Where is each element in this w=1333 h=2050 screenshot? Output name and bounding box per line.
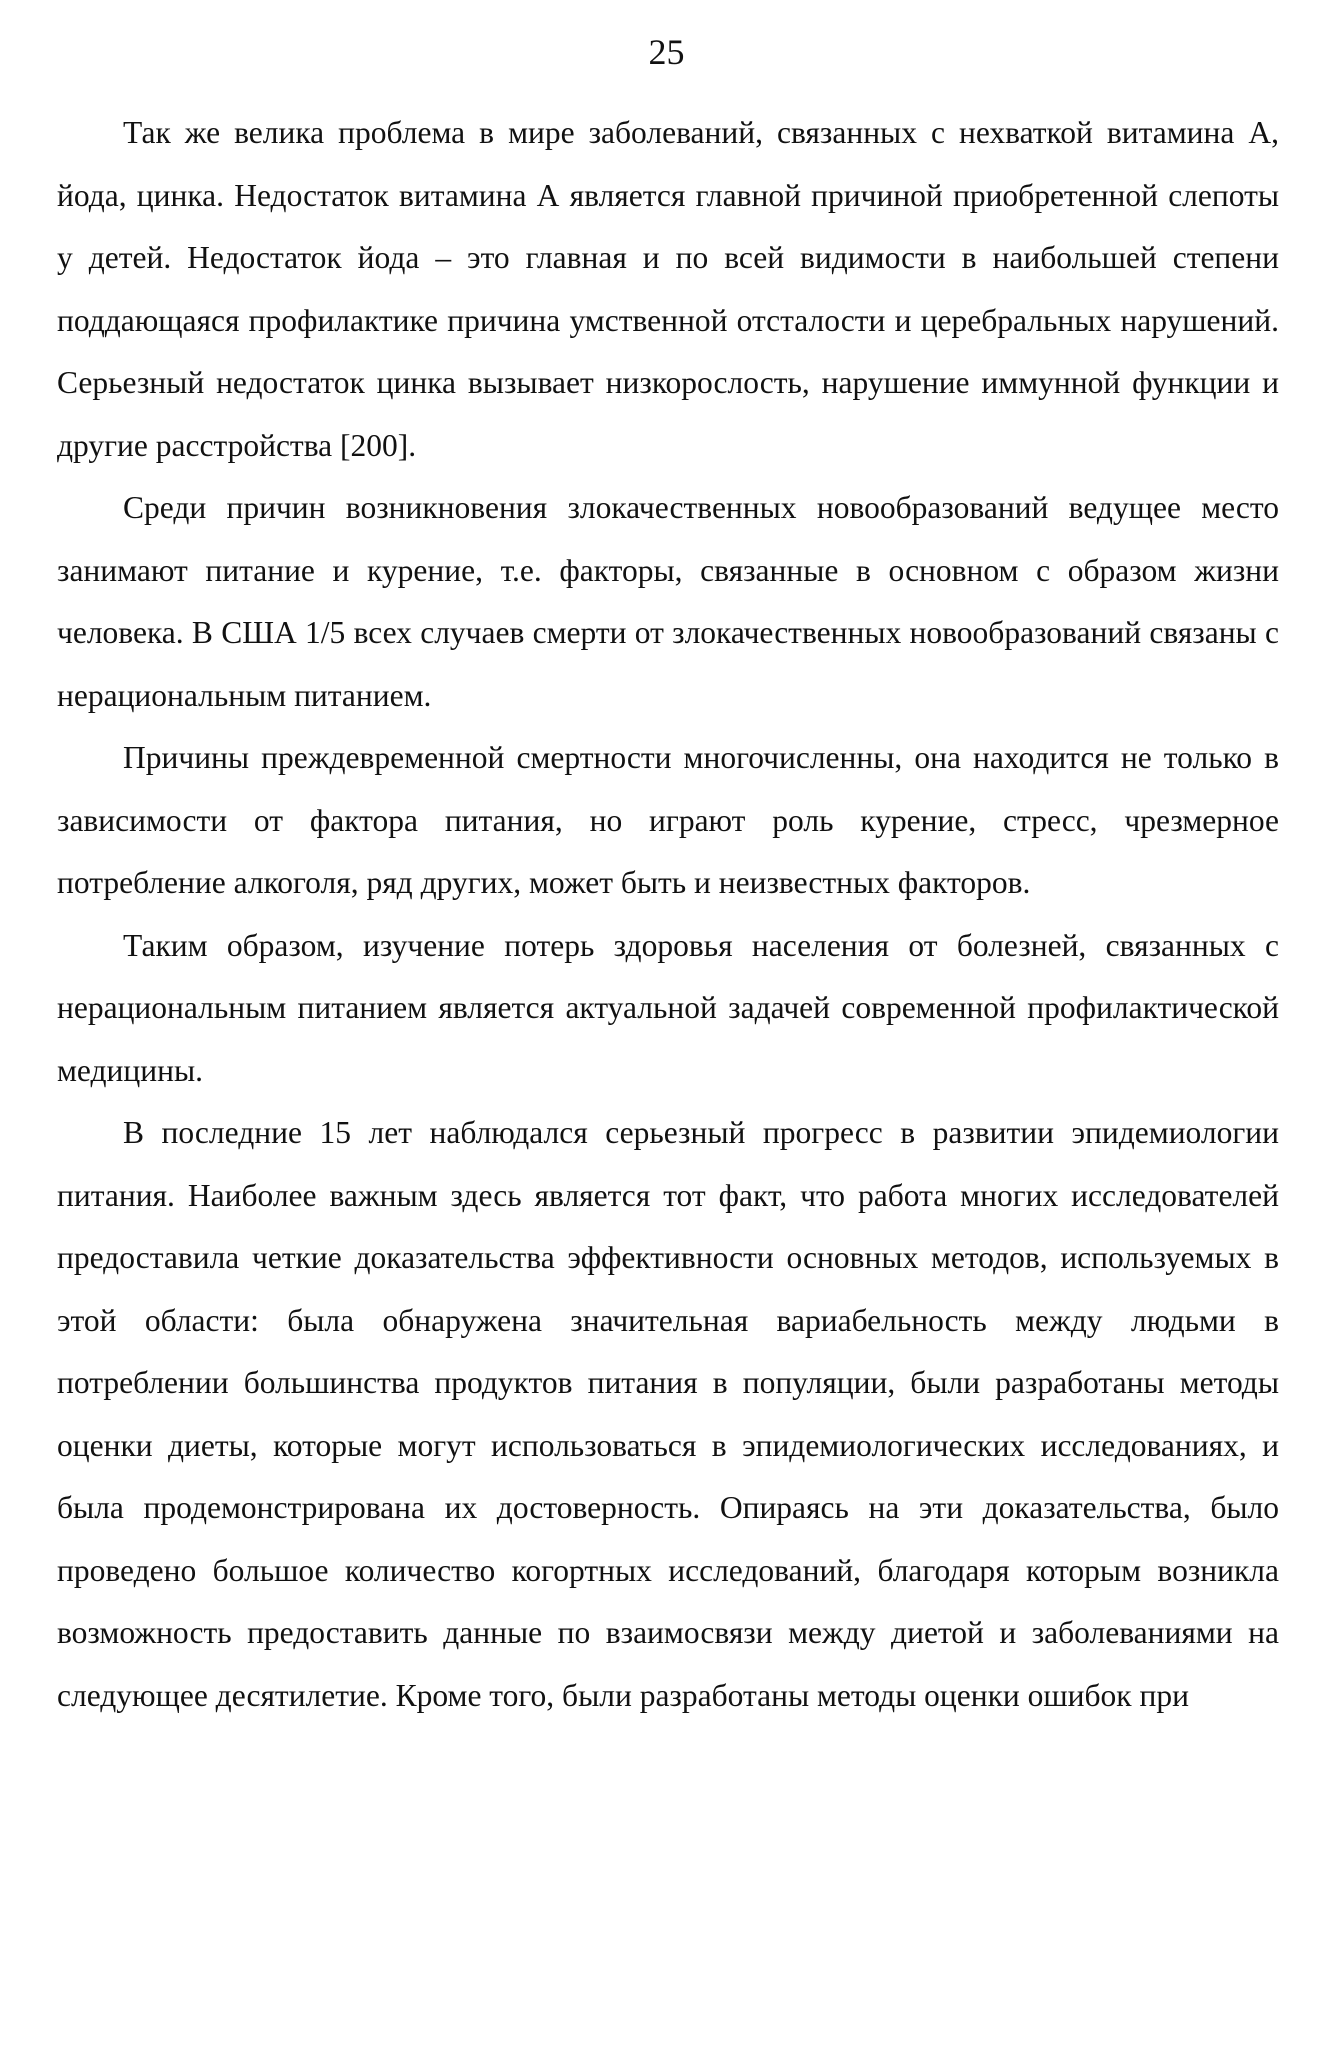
page-number: 25: [648, 32, 685, 72]
paragraph-conclusion: Таким образом, изучение потерь здоровья населения от болезней, связанных с нерациональным питанием является актуальной задачей современной профилактической медицины.: [57, 927, 1279, 1088]
paragraph-premature-mortality: Причины преждевременной смертности многочисленны, она находится не только в зависимости от фактора питания, но играют роль курение, стресс, чрезмерное потребление алкоголя, ряд других, может быть и неизвестных факторов.: [57, 740, 1279, 900]
paragraph-cancer-causes: Среди причин возникновения злокачественных новообразований ведущее место занимают питание и курение, т.е. факторы, связанные в основном с образом жизни человека. В США 1/5 всех случаев смерти от злокачественных новообразований связаны с нерациональным питанием.: [57, 490, 1279, 713]
paragraph-nutrition-epidemiology: В последние 15 лет наблюдался серьезный прогресс в развитии эпидемиологии питания. Наиболее важным здесь является тот факт, что работа многих исследователей предоставила четкие доказательства эффективности основных методов, используемых в этой области: была обнаружена значительная вариабельность между людьми в потреблении большинства продуктов питания в популяции, были разработаны методы оценки диеты, которые могут использоваться в эпидемиологических исследованиях, и была продемонстрирована их достоверность. Опираясь на эти доказательства, было проведено большое количество когортных исследований, благодаря которым возникла возможность предоставить данные по взаимосвязи между диетой и заболеваниями на следующее десятилетие. Кроме того, были разработаны методы оценки ошибок при: [57, 1115, 1279, 1713]
paragraph-vitamin-deficiency: Так же велика проблема в мире заболеваний, связанных с нехваткой витамина А, йода, цинка. Недостаток витамина А является главной причиной приобретенной слепоты у детей. Недостаток йода – это главная и по всей видимости в наибольшей степени поддающаяся профилактике причина умственной отсталости и церебральных нарушений. Серьезный недостаток цинка вызывает низкорослость, нарушение иммунной функции и другие расстройства [200].: [57, 115, 1279, 463]
body-text: [57, 102, 1279, 1727]
